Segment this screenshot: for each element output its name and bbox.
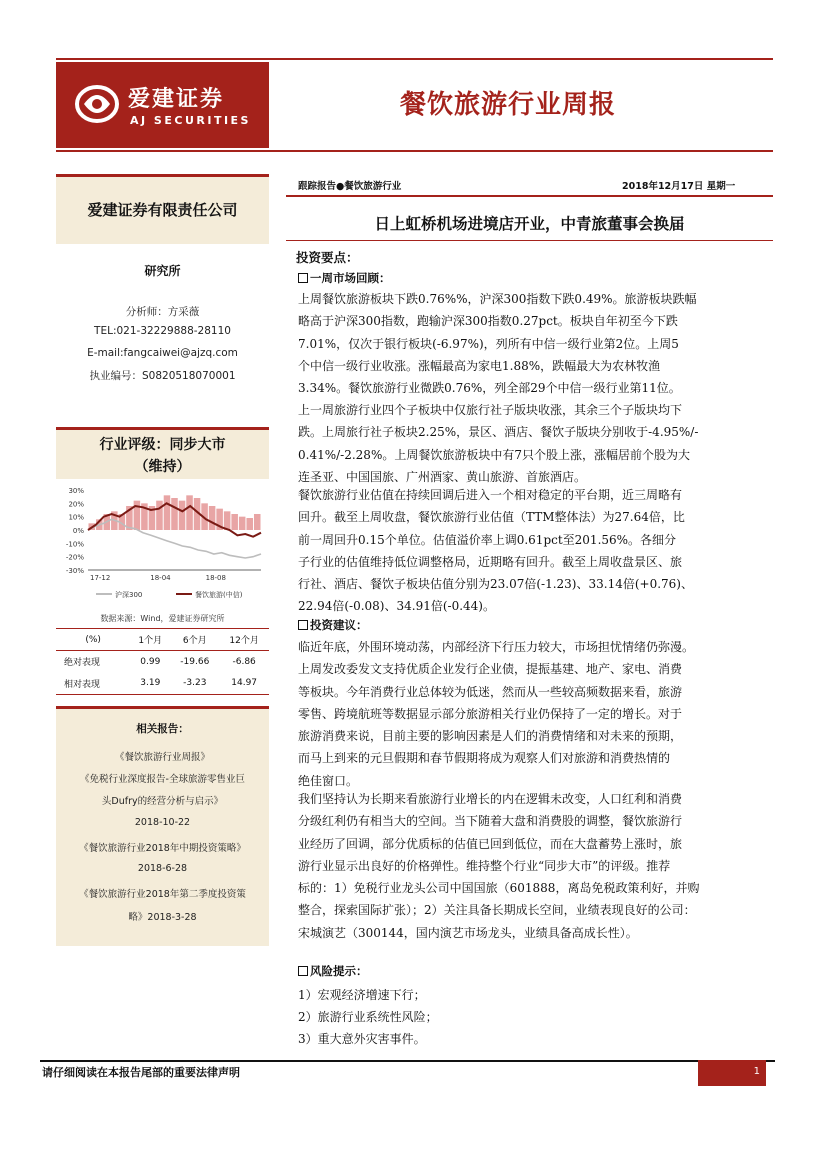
table-cell: -6.86 [232, 656, 256, 667]
table-cell: 3.19 [130, 673, 170, 695]
related-reports [56, 706, 269, 946]
table-cell: 14.97 [219, 673, 269, 695]
investment-points-title: 投资要点： [296, 250, 359, 265]
y-tick-label: -10% [65, 540, 84, 549]
table-row [56, 651, 269, 673]
company-logo [56, 62, 269, 148]
related-report-link[interactable]: 《餐饮旅游行业2018年中期投资策略》 [79, 843, 246, 854]
related-report-link[interactable]: 《免税行业深度报告-全球旅游零售业巨 [80, 774, 245, 785]
y-tick-label: 30% [68, 487, 84, 495]
chart-bar [171, 498, 178, 530]
table-header-cell: 1个月 [130, 629, 170, 651]
related-report-link[interactable]: 略》2018-3-28 [128, 912, 197, 923]
analyst-email[interactable]: E-mail:fangcaiwei@ajzq.com [87, 347, 238, 359]
chart-bar [246, 518, 253, 530]
y-tick-label: 10% [68, 513, 84, 522]
legend-label: 餐饮旅游(中信) [195, 591, 243, 599]
risk-item: 3）重大意外灾害事件。 [298, 1032, 426, 1046]
checkbox-icon [298, 273, 308, 283]
table-cell: -19.66 [180, 656, 210, 667]
risk-heading [298, 963, 368, 979]
advice-title: 投资建议： [310, 618, 368, 632]
company-box [56, 174, 269, 244]
page-number: 1 [753, 1066, 760, 1077]
legend-label: 沪深300 [115, 591, 143, 599]
table-cell: 0.99 [140, 656, 161, 667]
table-row [56, 673, 269, 695]
y-tick-label: -20% [65, 553, 84, 562]
chart-bar [239, 517, 246, 530]
chart-bar [164, 495, 171, 530]
table-cell: -3.23 [170, 673, 219, 695]
report-date: 2018年12月17日 星期一 [622, 181, 736, 192]
institute-title: 研究所 [144, 264, 181, 278]
x-tick-label: 18-08 [205, 574, 226, 582]
table-header-cell: 6个月 [170, 629, 219, 651]
chart-bar [179, 501, 186, 530]
report-category: 跟踪报告●餐饮旅游行业 [298, 181, 402, 192]
risk-item: 1）宏观经济增速下行； [298, 988, 426, 1002]
table-cell: 相对表现 [56, 673, 130, 695]
report-title: 餐饮旅游行业周报 [400, 90, 617, 120]
x-tick-label: 17-12 [90, 574, 111, 582]
meta-rule [286, 195, 773, 197]
checkbox-icon [298, 620, 308, 630]
chart-bar [254, 514, 261, 530]
y-tick-label: -30% [65, 567, 84, 575]
weekly-review-heading [298, 270, 391, 286]
analyst-license: 执业编号：S0820518070001 [89, 370, 236, 382]
related-report-date: 2018-10-22 [134, 817, 191, 828]
review-paragraph: 餐饮旅游行业估值在持续回调后进入一个相对稳定的平台期，近三周略有 回升。截至上周收盘，餐饮旅游行业估值（TTM整体法）为27.64倍，比 前一周回升0.15个单位。估值溢价率上调0.61pct至201.56%。各细分 子行业的估值维持低位调整格局，近期略有回升。截至上周收盘景区、旅 行社、酒店、餐饮子板块估值分别为23.07倍(-1.23)、33.14倍(+0.76)、 22.94倍(-0.08)、34.91倍(-0.44)。 [298, 488, 693, 614]
weekly-review-title: 一周市场回顾： [310, 271, 391, 285]
chart-svg [56, 484, 269, 604]
rating-box [56, 427, 269, 479]
table-header-row [56, 629, 269, 651]
page-number-box [698, 1060, 766, 1086]
y-tick-label: 0% [72, 527, 84, 535]
logo-english-name: AJ SECURITIES [130, 114, 251, 127]
chart-bar [156, 501, 163, 530]
related-report-link[interactable]: 《餐饮旅游行业周报》 [114, 752, 210, 763]
headline: 日上虹桥机场进境店开业，中青旅董事会换届 [374, 214, 685, 233]
risk-title: 风险提示： [310, 964, 368, 978]
chart-bar [231, 514, 238, 530]
chart-bar [186, 495, 193, 530]
table-header-cell: (%) [56, 629, 130, 651]
rating-line: 行业评级：同步大市 [99, 437, 226, 453]
header-bottom-rule [56, 150, 773, 152]
checkbox-icon [298, 966, 308, 976]
risk-item: 2）旅游行业系统性风险； [298, 1010, 438, 1024]
performance-table [56, 628, 269, 695]
related-report-link[interactable]: 《餐饮旅游行业2018年第二季度投资策 [79, 889, 246, 900]
table-cell: 绝对表现 [64, 658, 101, 669]
headline-rule [286, 240, 773, 241]
related-report-date: 2018-6-28 [137, 863, 188, 874]
related-title: 相关报告： [136, 723, 189, 735]
analyst-name: 分析师：方采薇 [125, 306, 200, 318]
rating-status: （维持） [134, 459, 191, 475]
logo-chinese-name: 爱建证券 [128, 86, 225, 112]
chart-bar [134, 501, 141, 530]
performance-chart [56, 484, 269, 604]
company-name: 爱建证券有限责任公司 [87, 201, 238, 219]
chart-bar [209, 506, 216, 530]
table-header-cell: 12个月 [219, 629, 269, 651]
related-report-link[interactable]: 头Dufry的经营分析与启示》 [101, 796, 224, 807]
header-top-rule [56, 58, 773, 60]
y-tick-label: 20% [68, 500, 84, 509]
footer-rule [40, 1060, 775, 1062]
chart-source: 数据来源：Wind，爱建证券研究所 [100, 614, 225, 623]
x-tick-label: 18-04 [150, 574, 171, 582]
footer-disclaimer: 请仔细阅读在本报告尾部的重要法律声明 [42, 1066, 240, 1079]
advice-paragraph: 我们坚持认为长期来看旅游行业增长的内在逻辑未改变，人口红利和消费 分级红利仍有相当大的空间。当下随着大盘和消费股的调整，餐饮旅游行 业经历了回调，部分优质标的估值已回到低位，而在大盘蓄势上涨时，旅 游行业显示出良好的价格弹性。维持整个行业“同步大市”的评级。推荐 标的：1）免税行业龙头公司中国国旅（601888，离岛免税政策利好，并购 整合，探索国际扩张）；2）关注具备长期成长空间，业绩表现良好的公司： 宋城演艺（300144，国内演艺市场龙头，业绩具备高成长性）。 [298, 792, 700, 940]
logo-emblem-icon [74, 84, 120, 124]
review-paragraph: 上一周旅游行业四个子板块中仅旅行社子版块收涨，其余三个子版块均下 跌。上周旅行社子板块2.25%，景区、酒店、餐饮子版块分别收于-4.95%/- 0.41%/-2.28%。上周餐饮旅游板块中有7只个股上涨，涨幅居前个股为大 连圣亚、中国国旅、广州酒家、黄山旅游、首旅酒店。 [298, 403, 699, 484]
chart-bar [224, 511, 231, 530]
advice-paragraph: 临近年底，外围环境动荡，内部经济下行压力较大，市场担忧情绪仍弥漫。 上周发改委发文支持优质企业发行企业债，提振基建、地产、家电、消费 等板块。今年消费行业总体较为低迷，然而从一些较高频数据来看，旅游 零售、跨境航班等数据显示部分旅游相关行业仍保持了一定的增长。对于 旅游消费来说，目前主要的影响因素是人们的消费情绪和对未来的预期， 而马上到来的元旦假期和春节假期将成为观察人们对旅游和消费热情的 绝佳窗口。 [298, 640, 695, 788]
analyst-tel: TEL:021-32229888-28110 [94, 325, 231, 337]
review-paragraph: 上周餐饮旅游板块下跌0.76%%，沪深300指数下跌0.49%。旅游板块跌幅 略高于沪深300指数，跑输沪深300指数0.27pct。板块自年初至今下跌 7.01%，仅次于银行板块(-6.97%)，列所有中信一级行业第2位。上周5 个中信一级行业收涨。涨幅最高为家电1.88%，跌幅最大为农林牧渔 3.34%。餐饮旅游行业微跌0.76%，列全部29个中信一级行业第11位。 [298, 292, 697, 396]
advice-heading [298, 617, 368, 633]
